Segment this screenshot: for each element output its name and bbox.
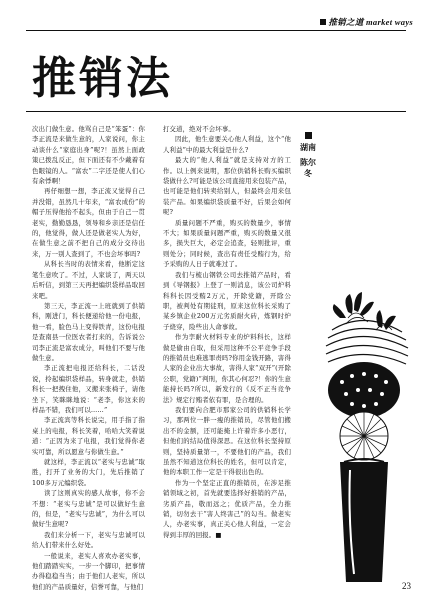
paragraph: 李正流宾等科长说完，用手指了指桌上的电报，科长笑着，哈哈大笑着说道：“正因为来了电报，我们觉得你老实可靠，所以愿意与你做生意。” <box>32 416 145 456</box>
paragraph: 我们来分析一下，老实与忠诚可以给人们带来什么好处。 <box>32 530 145 550</box>
paragraph: 从科长当时的表情来看，他断定这笔生意吹了。不过，人家谈了，两天以后听信，到第三天再把编织袋样品取回来吧。 <box>32 260 145 300</box>
cactus-illustration <box>318 290 410 590</box>
top-rule <box>26 30 406 31</box>
paragraph: 作为一个坚定正直的推销员，在涉足推销领域之初，首先就要选择好推销的产品，劣质产品，敬而远之；优质产品，全力推销，切勿去干“害人终害己”的勾当。做老实人，办老实事，真正关心他人利益，一定会得到丰厚的回报。■ <box>163 478 291 539</box>
paragraph: 质量问题不严重，购买的数量少，事情不大；如果质量问题严重，购买的数量又很多，损失巨大，必定会追查，轻则批评，重则处分；同时候，查出有责任受贿行为，给予采购的人日子就难过了。 <box>163 218 291 269</box>
title-rule <box>26 111 406 112</box>
section-name-en: market ways <box>366 17 413 27</box>
paragraph: 我们要向合肥市那家公司的供销科长学习，那两位一胖一瘦的推销员，尽管他们搬出不的金额，还可能掩上许着许多小恶行，但他们的结局值得深思。在这位科长坚持原则，坚持质量第一，不要他们的产品，我们虽然不知道这位科长的姓名，但可以肯定，他的本职工作一定是干得很出色的。 <box>163 405 291 477</box>
paragraph: 我们与梳山钢铁公司去推销产品时，看到《导钢报》上登了一则消息，该公司炉料科科长因受贿2万元，开除党籍，开除公职，被判处有期徒刑，原来这位科长采购了某乡镇企业200万元劣质耐火砖，炼钢时炉子烧穿，险些出人命事故。 <box>163 270 291 331</box>
paragraph: 李正流把电报还给科长，二话没说，拎起编织袋样品，转身就走，供销科长一把拽住他，又搬来张椅子，请他坐下，笑眯眯地说：“老李，你这来的样品不错，我们可以……” <box>32 364 145 414</box>
square-icon <box>320 19 326 25</box>
paragraph: 第三天，李正流一上班就到了供销科，刚进门，科长便递给他一份电报，他一看，脸色马上变得铁青，这份电报是查南县一位医农者打来的，告诉说公司李正流是富农成分，叫他们不要与他做生意。 <box>32 301 145 362</box>
paragraph: 就这样，李正流以“老实与忠诚”取胜，打开了业务的大门，先后推销了100多万元编织袋。 <box>32 458 145 487</box>
page-number: 23 <box>402 581 411 591</box>
body-column-1 <box>32 124 145 592</box>
square-icon <box>305 132 312 139</box>
body-column-2 <box>163 124 291 540</box>
paragraph: 再仔细想一想，李正流又觉得自己并没错，虽然几十年来，“富农成份”的帽子压得他抬不起头，但由于自己一贯老实，勤勤恳恳，领导和乡亲还是信任的，他觉得，做人还是做老实人为好，在做生意之前不把自己的成分交待出来，万一别人查到了，不也会坏事吗? <box>32 187 145 258</box>
paragraph: 最大的“他人利益”就是支持对方的工作。以上例来说明，那位供销科长购买编织袋做什么?可能是该公司直接用来包装产品，也可能是他们转卖给别人，但最终会用来包装产品。如果编织袋质量不好，后果会如何呢? <box>163 156 291 217</box>
paragraph: 读了这则真实的感人故事，你不会不想：“老实与忠诚”是可以做好生意的，但是，“老实与忠诚”，为什么可以做好生意呢? <box>32 489 145 529</box>
paragraph: 作为孪耐火材料专业的炉料科长，这样做是偷由自取，但采用这种不公平竞争手段的推销员也难逃罪责吗?你用金钱开路，害得人家的企业出大事故，害得人家“双开”(开除公职，党籍)“判刑，你其心何忍?！你的生意能持长吗?所以，新发行的《反不正当竞争法》规定行贿者依有罪，是合理的。 <box>163 333 291 404</box>
paragraph: 因此，他生意要关心他人利益，这个“他人利益”中的最大利益是什么? <box>163 135 291 154</box>
section-header <box>320 16 413 28</box>
article-title: 推销法 <box>32 53 173 104</box>
author-name: 陈尔冬 <box>300 158 316 178</box>
paragraph: 一般说来，老实人喜欢办老实事，他们踏踏实实，一步一个脚印，把事情办得稳稳当当；由于他们人老实，所以他们的产品质量好，信誉可靠，与他们 <box>32 551 145 591</box>
author-region: 湖南 <box>300 143 316 152</box>
paragraph: 打交道，绝对不会坏事。 <box>163 125 235 133</box>
author-byline <box>300 132 316 179</box>
section-name: 推销之道 <box>328 17 364 27</box>
paragraph: 次出门做生意。他骂自己是“笨蛋”：你李正流是来做生意的，人家说问，你主动谈什么“家庭出身”呢?！虽然上面政策已拨乱反正，但下面还有不少戴着有色眼镜的人。“富农”二字还是使人们心有余悸啊！ <box>32 125 145 186</box>
